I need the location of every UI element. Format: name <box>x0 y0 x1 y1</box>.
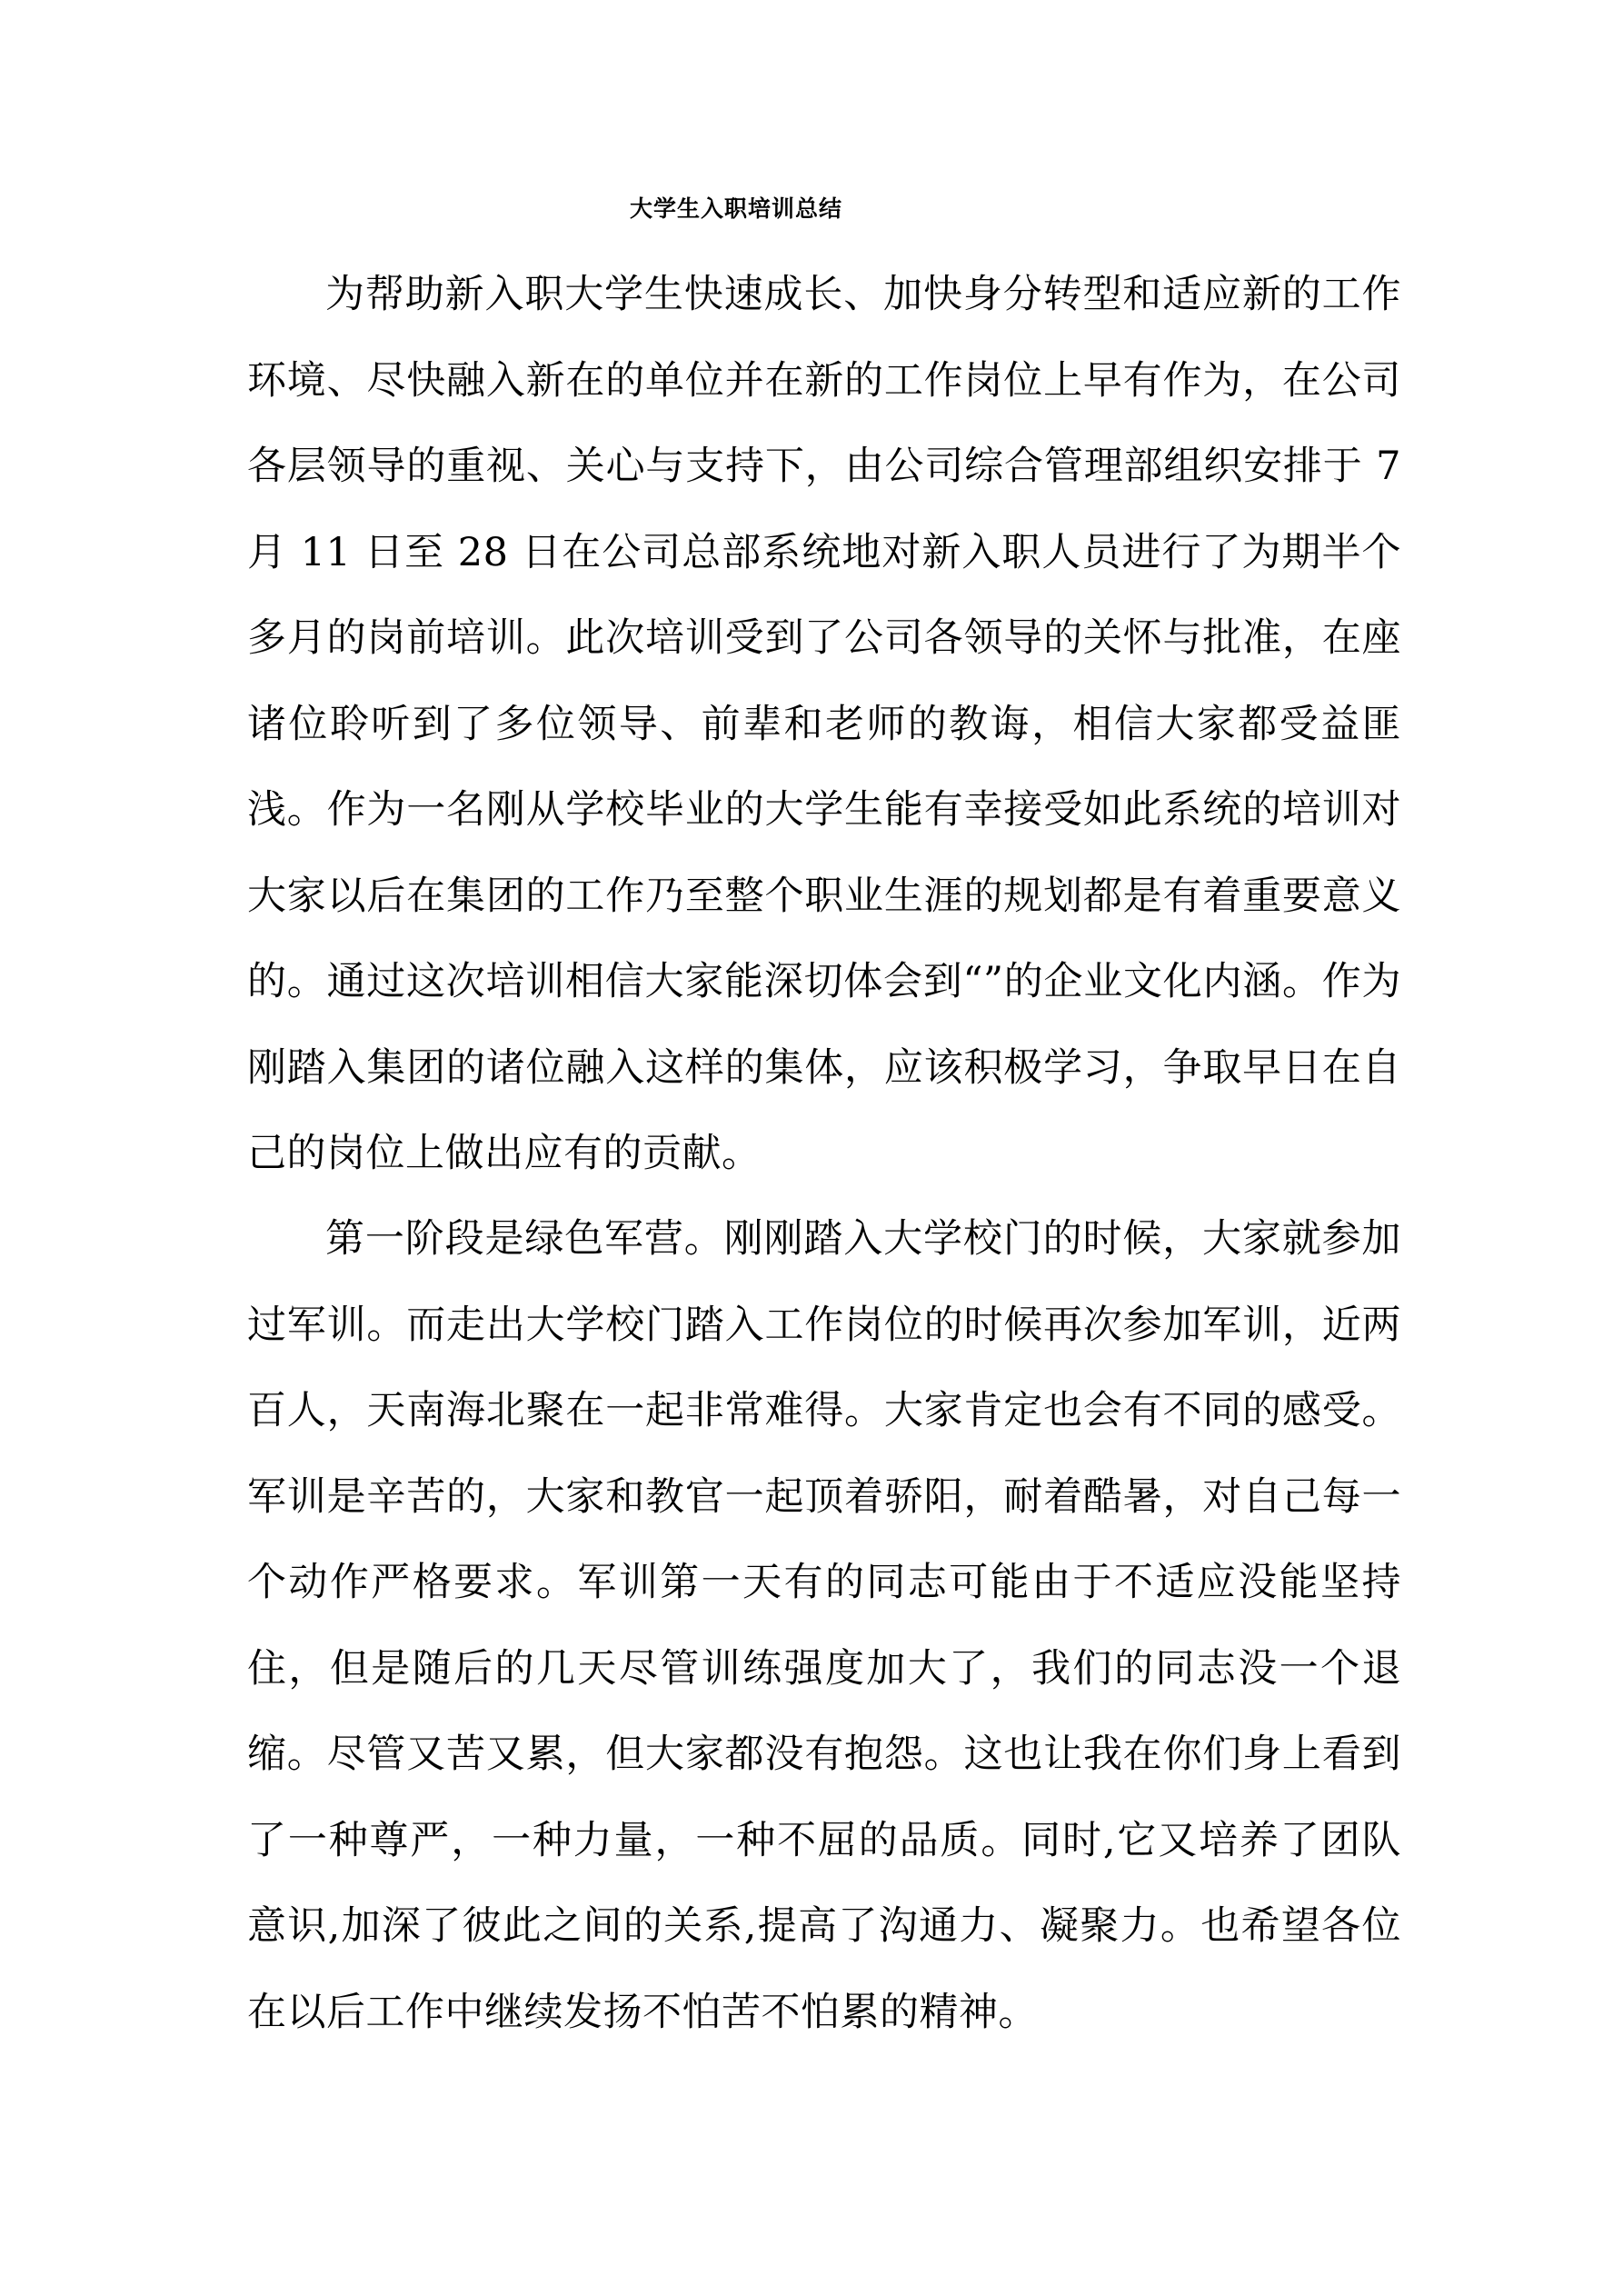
body-paragraph-1: 为帮助新入职大学生快速成长、加快身分转型和适应新的工作环境、尽快融入新在的单位并在新的工作岗位上早有作为，在公司各层领导的重视、关心与支持下，由公司综合管理部组织安排于 7 月 11 日至 28 日在公司总部系统地对新入职人员进行了为期半个多月的岗前培训。此次培训受到了公司各领导的关怀与批准，在座诸位聆听到了多位领导、前辈和老师的教诲，相信大家都受益匪浅。作为一名刚从学校毕业的大学生能有幸接受如此系统的培训对大家以后在集团的工作乃至整个职业生涯的规划都是有着重要意义的。通过这次培训相信大家能深切体会到“”的企业文化内涵。作为刚踏入集团的诸位融入这样的集体，应该积极学习，争取早日在自己的岗位上做出应有的贡献。 <box>247 272 1401 1176</box>
body-paragraph-2: 第一阶段是绿色军营。刚刚踏入大学校门的时候，大家就参加过军训。而走出大学校门踏入工作岗位的时候再次参加军训，近两百人，天南海北聚在一起非常难得。大家肯定也会有不同的感受。军训是辛苦的，大家和教官一起顶着骄阳，耐着酷暑，对自己每一个动作严格要求。军训第一天有的同志可能由于不适应没能坚持住，但是随后的几天尽管训练强度加大了，我们的同志没一个退缩。尽管又苦又累，但大家都没有抱怨。这也让我在你们身上看到了一种尊严，一种力量，一种不屈的品质。同时,它又培养了团队意识,加深了彼此之间的关系,提高了沟通力、凝聚力。也希望各位在以后工作中继续发扬不怕苦不怕累的精神。 <box>247 1216 1401 2035</box>
document-title: 大学生入职培训总结 <box>629 195 842 222</box>
